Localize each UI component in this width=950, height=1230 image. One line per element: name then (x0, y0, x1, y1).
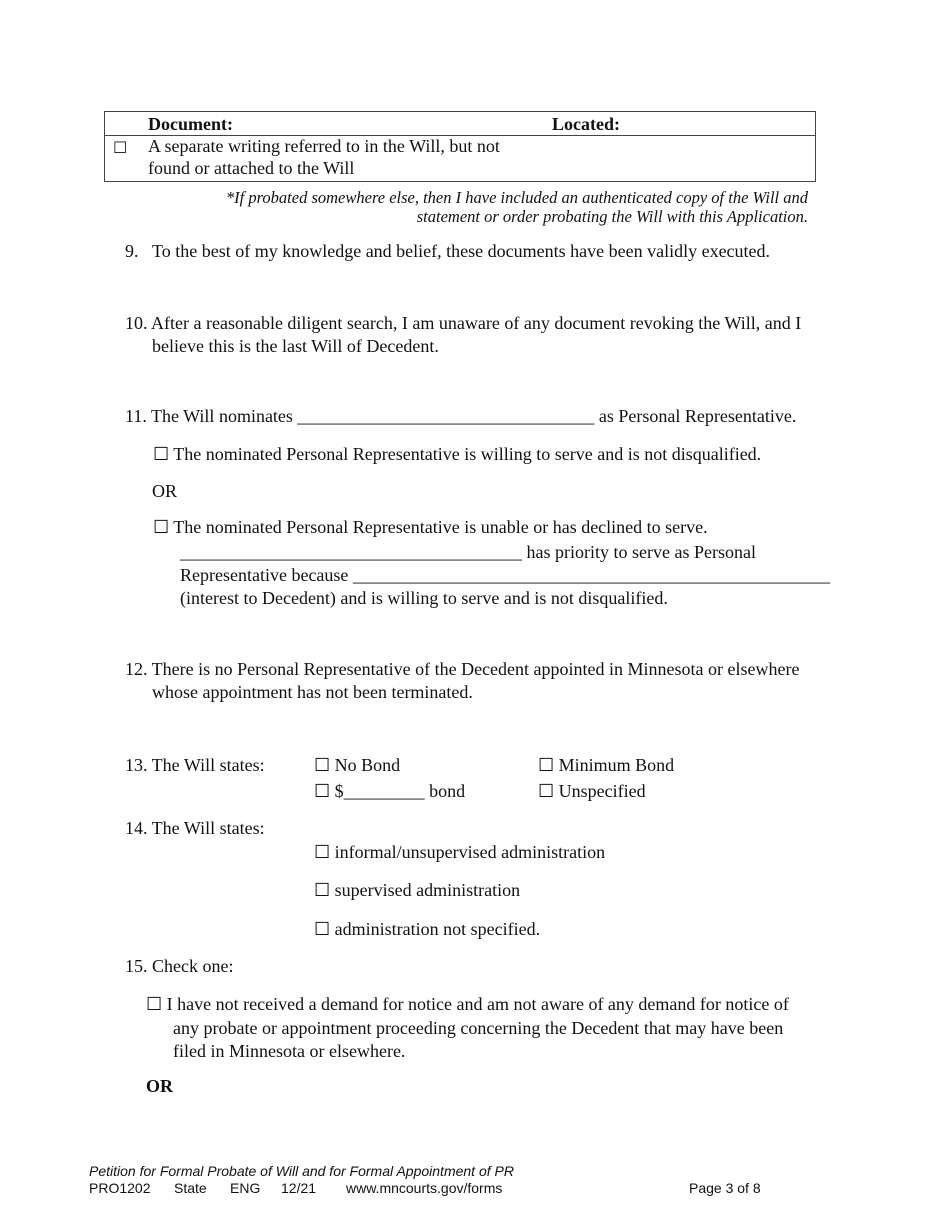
item11-unable-option[interactable]: ☐ The nominated Personal Representative is unable or has declined to serve. (153, 517, 708, 537)
item15-line2: any probate or appointment proceeding concerning the Decedent that may have been (173, 1018, 784, 1038)
footer-language: ENG (230, 1180, 261, 1196)
item12-line1: 12. There is no Personal Representative of the Decedent appointed in Minnesota or elsewhere (125, 659, 800, 679)
probate-note-line2: statement or order probating the Will with this Application. (416, 207, 808, 226)
item10-line1: 10. After a reasonable diligent search, I am unaware of any document revoking the Will, and I (125, 313, 802, 333)
footer-title: Petition for Formal Probate of Will and for Formal Appointment of PR (89, 1163, 514, 1179)
footer-url[interactable]: www.mncourts.gov/forms (346, 1180, 503, 1196)
no-demand-checkbox[interactable]: ☐ I have not received a demand for notice and am not aware of any demand for notice of (146, 994, 789, 1014)
item13-label: 13. The Will states: (125, 755, 265, 775)
item9-number: 9. (125, 241, 139, 261)
item11-priority-line: ______________________________________ has priority to serve as Personal (180, 542, 756, 562)
supervised-administration-checkbox[interactable]: ☐ supervised administration (314, 880, 521, 900)
administration-not-specified-checkbox[interactable]: ☐ administration not specified. (314, 919, 541, 939)
item15-or: OR (146, 1076, 173, 1096)
item11-because-line: Representative because _____________________________________________________ (180, 565, 830, 585)
no-bond-checkbox[interactable]: ☐ No Bond (314, 755, 401, 775)
item11-interest-line: (interest to Decedent) and is willing to serve and is not disqualified. (180, 588, 668, 608)
informal-administration-checkbox[interactable]: ☐ informal/unsupervised administration (314, 842, 606, 862)
item15-label: 15. Check one: (125, 956, 234, 976)
footer-state: State (174, 1180, 207, 1196)
unspecified-bond-checkbox[interactable]: ☐ Unspecified (538, 781, 646, 801)
item14-label: 14. The Will states: (125, 818, 265, 838)
minimum-bond-checkbox[interactable]: ☐ Minimum Bond (538, 755, 675, 775)
table-header-document: Document: (148, 114, 233, 134)
item11-willing-option[interactable]: ☐ The nominated Personal Representative is willing to serve and is not disqualified. (153, 444, 762, 464)
table-header-located: Located: (552, 114, 620, 134)
item11-or: OR (152, 481, 178, 501)
probate-note-line1: *If probated somewhere else, then I have included an authenticated copy of the Will and (225, 188, 808, 207)
item15-line3: filed in Minnesota or elsewhere. (173, 1041, 406, 1061)
footer-page-number: Page 3 of 8 (689, 1180, 761, 1196)
separate-writing-checkbox[interactable]: ☐ (113, 138, 128, 157)
footer-form-number: PRO1202 (89, 1180, 151, 1196)
item9-text: To the best of my knowledge and belief, these documents have been validly executed. (152, 241, 771, 261)
item10-line2: believe this is the last Will of Decedent. (152, 336, 439, 356)
table-row-line2: found or attached to the Will (148, 158, 355, 178)
table-row-line1: A separate writing referred to in the Will, but not (148, 136, 500, 156)
footer-date: 12/21 (281, 1180, 317, 1196)
dollar-bond-checkbox[interactable]: ☐ $_________ bond (314, 781, 466, 801)
item12-line2: whose appointment has not been terminated. (152, 682, 473, 702)
item11-text: 11. The Will nominates _________________________________ as Personal Representative. (125, 406, 797, 426)
